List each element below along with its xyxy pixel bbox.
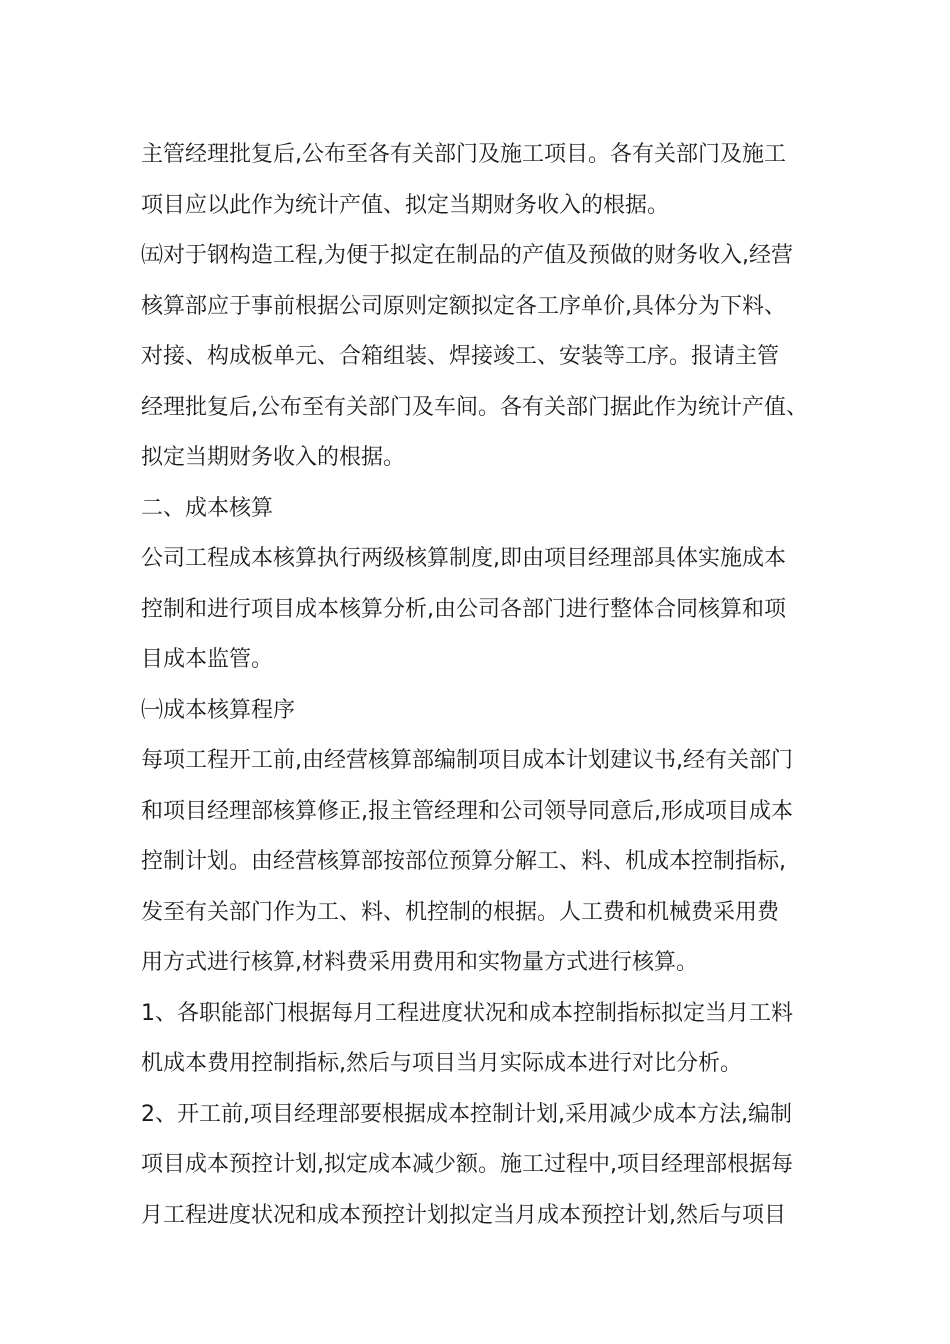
text-line: 机成本费用控制指标,然后与项目当月实际成本进行对比分析。 [141,1051,742,1076]
text-line: 控制和进行项目成本核算分析,由公司各部门进行整体合同核算和项 [141,596,786,622]
text-line: 2、开工前,项目经理部要根据成本控制计划,采用减少成本方法,编制 [141,1101,792,1127]
document-body [141,130,821,1241]
text-line: 1、各职能部门根据每月工程进度状况和成本控制指标拟定当月工料 [141,1000,793,1026]
subsection-heading: ㈠成本核算程序 [141,697,296,723]
text-line: 项目成本预控计划,拟定成本减少额。施工过程中,项目经理部根据每 [141,1152,793,1177]
text-line: ㈤对于钢构造工程,为便于拟定在制品的产值及预做的财务收入,经营 [141,243,793,268]
text-line: 主管经理批复后,公布至各有关部门及施工项目。各有关部门及施工 [141,142,786,167]
text-line: 和项目经理部核算修正,报主管经理和公司领导同意后,形成项目成本 [141,798,793,824]
text-line: 用方式进行核算,材料费采用费用和实物量方式进行核算。 [141,950,698,975]
text-line: 对接、构成板单元、合箱组装、焊接竣工、安装等工序。报请主管 [141,344,780,369]
text-line: 核算部应于事前根据公司原则定额拟定各工序单价,具体分为下料、 [141,293,786,319]
text-line: 发至有关部门作为工、料、机控制的根据。人工费和机械费采用费 [141,899,780,925]
text-line: 项目应以此作为统计产值、拟定当期财务收入的根据。 [141,192,670,218]
section-heading: 二、成本核算 [141,495,274,521]
text-line: 经理批复后,公布至有关部门及车间。各有关部门据此作为统计产值、 [141,394,808,420]
text-line: 公司工程成本核算执行两级核算制度,即由项目经理部具体实施成本 [141,546,786,571]
text-line: 每项工程开工前,由经营核算部编制项目成本计划建议书,经有关部门 [141,748,793,773]
text-line: 月工程进度状况和成本预控计划拟定当月成本预控计划,然后与项目 [141,1202,786,1228]
text-line: 目成本监管。 [141,647,274,672]
text-line: 拟定当期财务收入的根据。 [141,445,406,470]
text-line: 控制计划。由经营核算部按部位预算分解工、料、机成本控制指标, [141,849,786,874]
